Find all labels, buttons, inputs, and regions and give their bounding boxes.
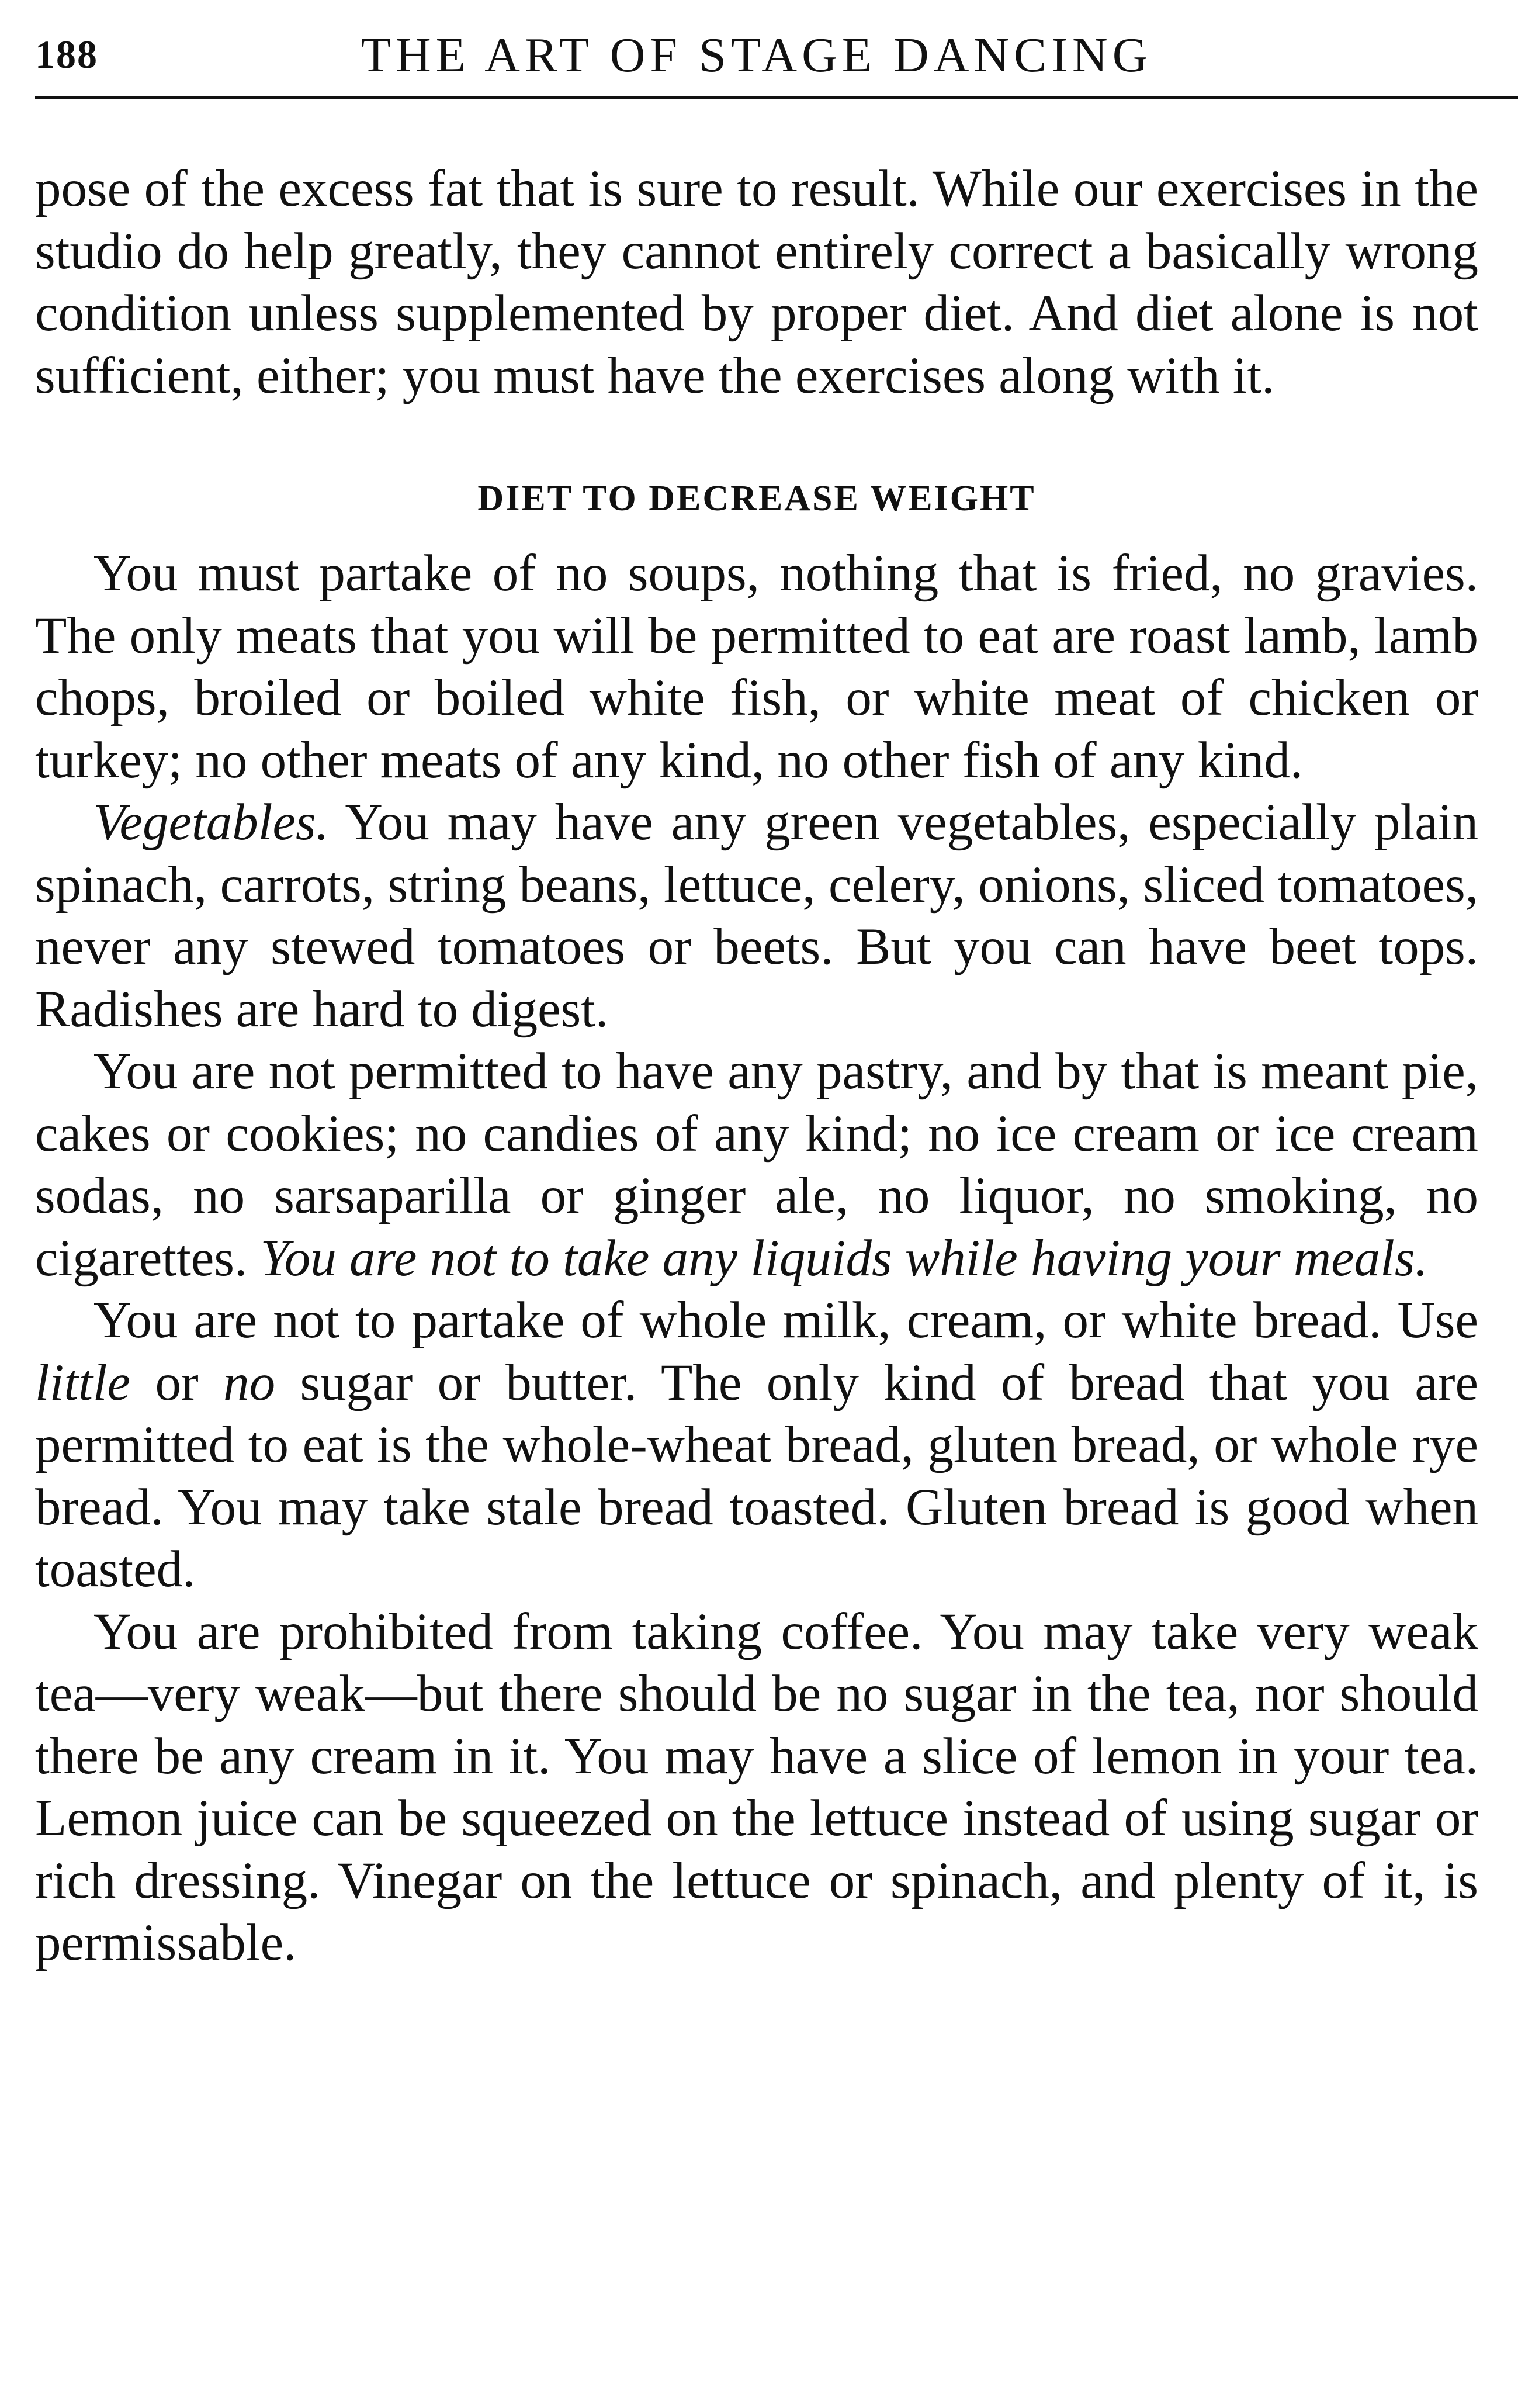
bread-text-a: You are not to partake of whole milk, cream, or white bread. Use — [93, 1292, 1478, 1349]
pastry-text: You are not permitted to have any pastry, and by that is meant pie, cakes or cookies; no candies of any kind; no ice cream or ice cream sodas, no sarsaparilla or ginger ale, no liquor, no smoking, no cigarettes. — [35, 1043, 1478, 1287]
bread-italic-no: no — [223, 1354, 276, 1411]
paragraph-coffee-tea: You are prohibited from taking coffee. You may take very weak tea—very weak—but there should be no sugar in the tea, nor should there be any cream in it. You may have a slice of lemon in your tea. Lemon juice can be squeezed on the lettuce instead of using sugar or rich dressing. Vinegar on the lettuce or spinach, and plenty of it, is permissable. — [35, 1603, 1478, 1971]
paragraph-pastry — [35, 1040, 1478, 1289]
paragraph-meats: You must partake of no soups, nothing that is fried, no gravies. The only meats that you will be permitted to eat are roast lamb, lamb chops, broiled or boiled white fish, or white meat of chicken or turkey; no other meats of any kind, no other fish of any kind. — [35, 545, 1478, 789]
bread-text-b: or — [130, 1354, 224, 1411]
section-heading: DIET TO DECREASE WEIGHT — [477, 479, 1036, 518]
vegetables-lead: Vegetables. — [93, 794, 329, 851]
paragraph-bread — [35, 1289, 1478, 1601]
paragraph-continuation: pose of the excess fat that is sure to result. While our exercises in the studio do help greatly, they cannot entirely correct a basically wrong condition unless supplemented by proper diet. And diet alone is not sufficient, either; you must have the exercises along with it. — [35, 160, 1478, 404]
book-page — [35, 23, 1478, 2385]
body-text — [35, 158, 1478, 1974]
page-number: 188 — [35, 32, 98, 77]
bread-text-c: sugar or butter. The only kind of bread that you are permitted to eat is the whole-wheat bread, gluten bread, or whole rye bread. You may take stale bread toasted. Gluten bread is good when toasted. — [35, 1354, 1478, 1598]
vegetables-text: You may have any green vegetables, especially plain spinach, carrots, string beans, lettuce, celery, onions, sliced tomatoes, never any stewed tomatoes or beets. But you can have beet tops. Radishes are hard to digest. — [35, 794, 1478, 1038]
paragraph-vegetables — [35, 791, 1478, 1040]
page-header — [35, 23, 1478, 94]
pastry-italic-text: You are not to take any liquids while having your meals. — [260, 1229, 1428, 1287]
bread-italic-little: little — [35, 1354, 131, 1411]
running-title: THE ART OF STAGE DANCING — [361, 28, 1153, 82]
header-rule — [35, 96, 1518, 99]
